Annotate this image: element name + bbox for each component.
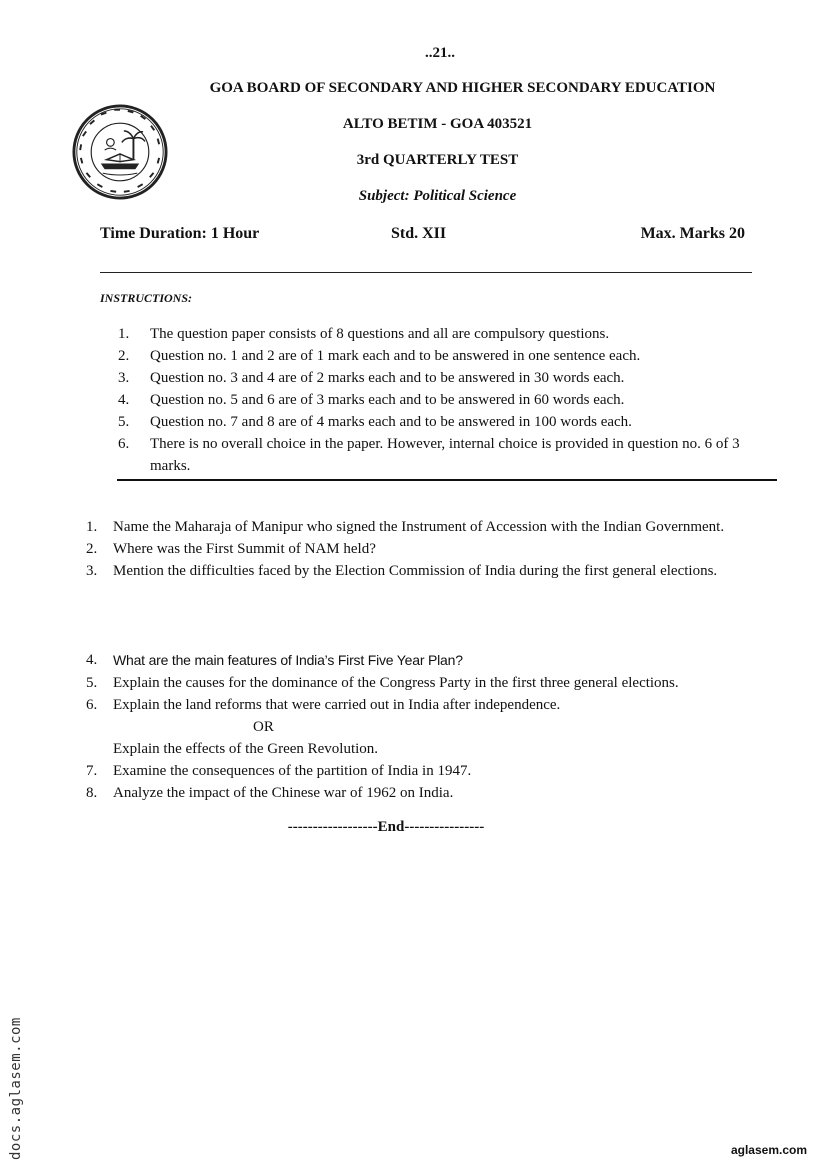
question-item [86, 782, 766, 804]
instruction-number: 1. [118, 326, 130, 342]
instruction-text: Question no. 1 and 2 are of 1 mark each and to be answered in one sentence each. [150, 348, 641, 364]
question-text: Mention the difficulties faced by the Election Commission of India during the first general elections. [113, 563, 718, 579]
question-number: 6. [86, 697, 98, 713]
question-alternative-text: Explain the effects of the Green Revolution. [113, 741, 379, 757]
question-number: 3. [86, 563, 98, 579]
instructions-divider [117, 479, 777, 481]
question-item [86, 694, 766, 760]
question-item [86, 649, 766, 672]
instruction-text: Question no. 5 and 6 are of 3 marks each and to be answered in 60 words each. [150, 392, 625, 408]
questions-list-part-b [86, 649, 766, 804]
board-seal-logo [72, 104, 168, 200]
instruction-text: There is no overall choice in the paper. However, internal choice is provided in question no. 6 of 3 marks. [150, 436, 740, 474]
board-address: ALTO BETIM - GOA 403521 [342, 116, 533, 132]
question-number: 1. [86, 519, 98, 535]
test-title: 3rd QUARTERLY TEST [356, 152, 519, 168]
instruction-text: Question no. 7 and 8 are of 4 marks each and to be answered in 100 words each. [150, 414, 632, 430]
question-number: 7. [86, 763, 98, 779]
question-text: Explain the land reforms that were carried out in India after independence. [113, 697, 561, 713]
instruction-item [118, 367, 778, 389]
instruction-number: 4. [118, 392, 130, 408]
question-item [86, 538, 746, 560]
instruction-item [118, 433, 778, 477]
instruction-item [118, 411, 778, 433]
instruction-text: The question paper consists of 8 questions and all are compulsory questions. [150, 326, 610, 342]
question-text: Explain the causes for the dominance of the Congress Party in the first three general elections. [113, 675, 679, 691]
question-text: What are the main features of India’s First Five Year Plan? [113, 652, 463, 668]
question-item [86, 760, 766, 782]
max-marks: Max. Marks 20 [640, 225, 745, 242]
or-separator: OR [253, 719, 274, 735]
time-duration: Time Duration: 1 Hour [100, 225, 260, 242]
page-number: ..21.. [425, 45, 455, 61]
question-item [86, 672, 766, 694]
vertical-watermark: docs.aglasem.com [8, 1017, 24, 1160]
question-number: 4. [86, 652, 98, 668]
instruction-number: 2. [118, 348, 130, 364]
instruction-item [118, 323, 778, 345]
questions-list-part-a [86, 516, 746, 582]
question-text: Examine the consequences of the partition of India in 1947. [113, 763, 472, 779]
question-text: Where was the First Summit of NAM held? [113, 541, 376, 557]
instruction-number: 6. [118, 436, 130, 452]
question-text: Name the Maharaja of Manipur who signed the Instrument of Accession with the Indian Government. [113, 519, 725, 535]
board-name-heading: GOA BOARD OF SECONDARY AND HIGHER SECONDARY EDUCATION [209, 80, 716, 96]
question-item [86, 560, 746, 582]
instruction-number: 3. [118, 370, 130, 386]
standard-class: Std. XII [391, 225, 447, 242]
question-number: 8. [86, 785, 98, 801]
instruction-item [118, 345, 778, 367]
footer-brand-link[interactable]: aglasem.com [730, 1143, 807, 1157]
instructions-list [118, 323, 778, 477]
instruction-number: 5. [118, 414, 130, 430]
question-text: Analyze the impact of the Chinese war of 1962 on India. [113, 785, 454, 801]
end-marker: ------------------End---------------- [287, 819, 485, 835]
instruction-item [118, 389, 778, 411]
instruction-text: Question no. 3 and 4 are of 2 marks each and to be answered in 30 words each. [150, 370, 625, 386]
question-item [86, 516, 746, 538]
subject-line: Subject: Political Science [358, 188, 517, 204]
header-divider [100, 272, 752, 273]
instructions-heading: INSTRUCTIONS: [100, 291, 193, 305]
question-number: 2. [86, 541, 98, 557]
question-number: 5. [86, 675, 98, 691]
